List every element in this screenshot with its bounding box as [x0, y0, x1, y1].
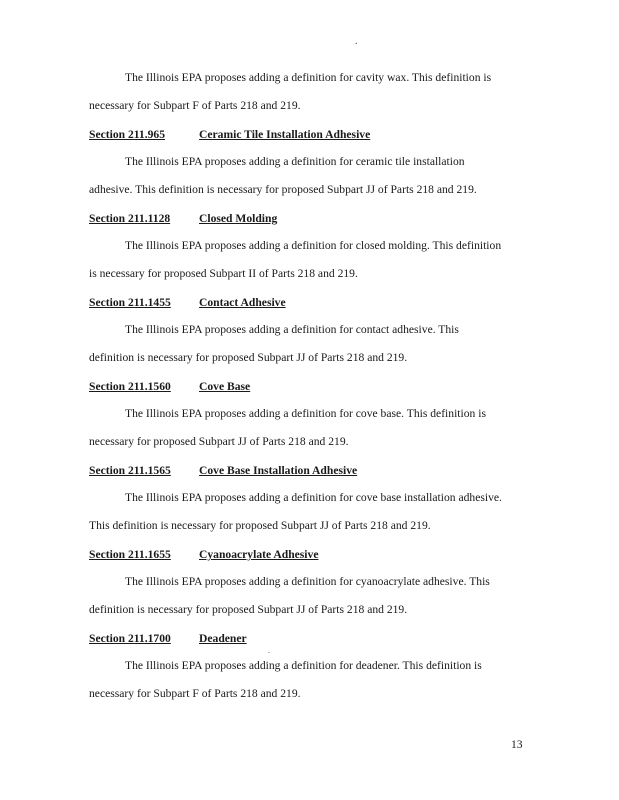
section-number: Section 211.1560	[89, 380, 171, 393]
section-heading	[89, 212, 278, 225]
paragraph-line: The Illinois EPA proposes adding a definition for ceramic tile installation	[125, 155, 465, 168]
paragraph-line: This definition is necessary for proposed Subpart JJ of Parts 218 and 219.	[89, 519, 431, 532]
section-heading	[89, 548, 319, 561]
section-number: Section 211.1565	[89, 464, 171, 477]
scan-artifact-dot: .	[268, 646, 270, 655]
section-title: Cove Base Installation Adhesive	[199, 464, 358, 477]
page-number: 13	[511, 738, 523, 751]
paragraph-line: The Illinois EPA proposes adding a definition for deadener. This definition is	[125, 659, 482, 672]
paragraph-line: The Illinois EPA proposes adding a definition for cove base. This definition is	[125, 407, 486, 420]
paragraph-line: The Illinois EPA proposes adding a definition for closed molding. This definition	[125, 239, 502, 252]
section-number: Section 211.965	[89, 128, 166, 141]
paragraph-line: necessary for Subpart F of Parts 218 and 219.	[89, 99, 301, 112]
section-heading	[89, 296, 286, 309]
paragraph-line: The Illinois EPA proposes adding a definition for cavity wax. This definition is	[125, 71, 492, 84]
section-heading	[89, 380, 251, 393]
section-title: Closed Molding	[199, 212, 278, 225]
section-heading	[89, 128, 371, 141]
paragraph-line: The Illinois EPA proposes adding a definition for cyanoacrylate adhesive. This	[125, 575, 490, 588]
paragraph-line: The Illinois EPA proposes adding a definition for contact adhesive. This	[125, 323, 459, 336]
scan-artifact-dot: .	[355, 36, 358, 47]
paragraph-line: The Illinois EPA proposes adding a definition for cove base installation adhesive.	[125, 491, 502, 504]
paragraph-line: definition is necessary for proposed Subpart JJ of Parts 218 and 219.	[89, 603, 408, 616]
section-title: Cove Base	[199, 380, 251, 393]
section-title: Contact Adhesive	[199, 296, 286, 309]
section-number: Section 211.1655	[89, 548, 171, 561]
section-heading	[89, 632, 247, 645]
paragraph-line: necessary for proposed Subpart JJ of Parts 218 and 219.	[89, 435, 349, 448]
section-title: Cyanoacrylate Adhesive	[199, 548, 319, 561]
paragraph-line: is necessary for proposed Subpart II of Parts 218 and 219.	[89, 267, 358, 280]
section-number: Section 211.1455	[89, 296, 171, 309]
section-number: Section 211.1700	[89, 632, 171, 645]
section-heading	[89, 464, 358, 477]
section-title: Deadener	[199, 632, 247, 645]
section-title: Ceramic Tile Installation Adhesive	[199, 128, 371, 141]
paragraph-line: adhesive. This definition is necessary for proposed Subpart JJ of Parts 218 and 219.	[89, 183, 477, 196]
paragraph-line: necessary for Subpart F of Parts 218 and 219.	[89, 687, 301, 700]
section-number: Section 211.1128	[89, 212, 171, 225]
paragraph-line: definition is necessary for proposed Subpart JJ of Parts 218 and 219.	[89, 351, 408, 364]
